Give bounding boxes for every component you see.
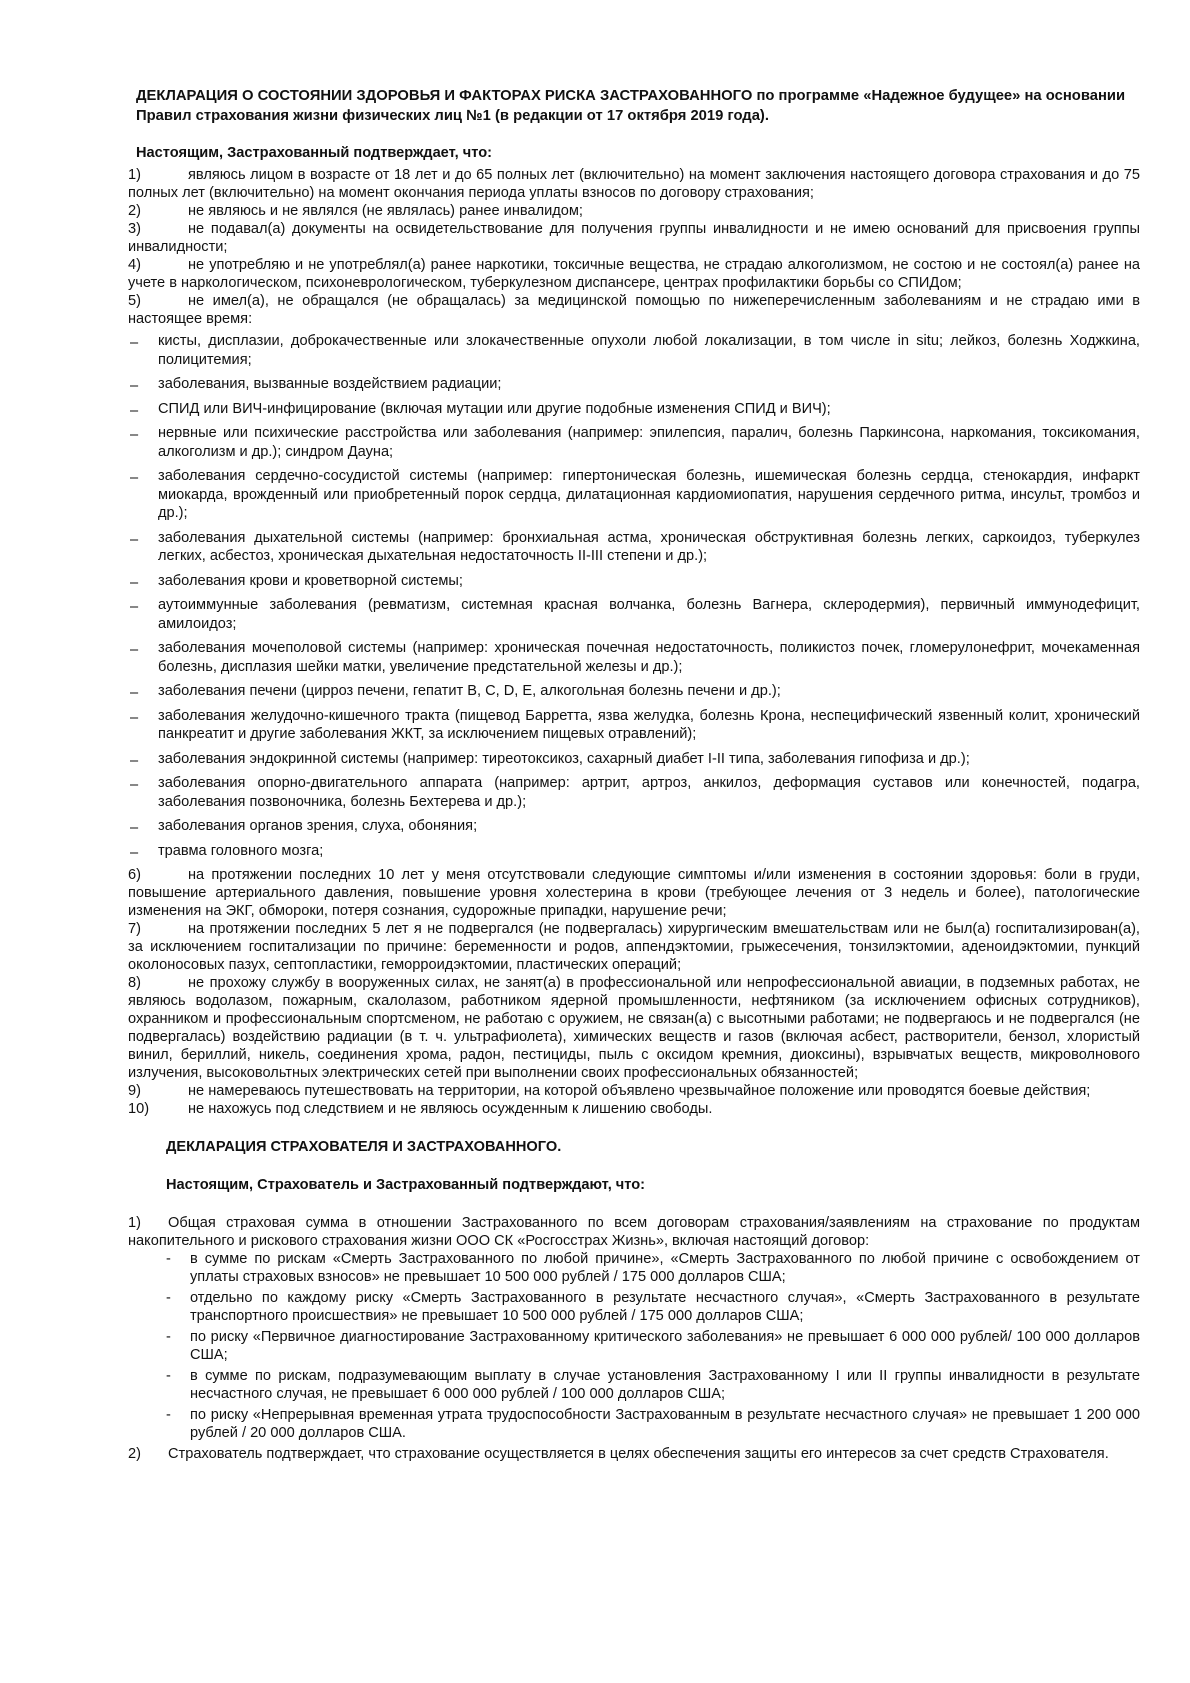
policyholder-confirms-lead: Настоящим, Страхователь и Застрахованный подтверждают, что: (166, 1177, 646, 1193)
declaration-item: 3) не подавал(а) документы на освидетельствование для получения группы инвалидности и не имею оснований для присвоения группы инвалидности; (128, 221, 1140, 255)
disease-list-item: – кисты, дисплазии, доброкачественные или злокачественные опухоли любой локализации, в том числе in situ; лейкоз, болезнь Ходжкина, полицитемия; (130, 333, 1140, 368)
dash-bullet-icon: – (130, 599, 139, 615)
policyholder-declaration-items (128, 1214, 1140, 1463)
health-declaration-title: ДЕКЛАРАЦИЯ О СОСТОЯНИИ ЗДОРОВЬЯ И ФАКТОРАХ РИСКА ЗАСТРАХОВАННОГО по программе «Надежное будущее» на основании Правил страхования жизни физических лиц №1 (в редакции от 17 октября 2019 года). (136, 88, 1126, 124)
dash-bullet-icon: – (130, 820, 139, 836)
disease-list-item: – заболевания печени (цирроз печени, гепатит B, C, D, E, алкогольная болезнь печени и др.); (130, 683, 781, 701)
dash-bullet-icon: - (166, 1407, 171, 1423)
declaration-item: 2) Страхователь подтверждает, что страхование осуществляется в целях обеспечения защиты его интересов за счет средств Страхователя. (128, 1446, 1109, 1462)
dash-bullet-icon: - (166, 1251, 171, 1267)
sum-limits-list (128, 1250, 1140, 1442)
dash-bullet-icon: – (130, 685, 139, 701)
dash-bullet-icon: – (130, 574, 139, 591)
insured-confirms-lead: Настоящим, Застрахованный подтверждает, что: (136, 145, 492, 161)
disease-list-item: – СПИД или ВИЧ-инфицирование (включая мутации или другие подобные изменения СПИД и ВИЧ); (130, 400, 831, 419)
dash-bullet-icon: – (130, 531, 139, 548)
sum-limit-item: - в сумме по рискам, подразумевающим выплату в случае установления Застрахованному I или II группы инвалидности в результате несчастного случая, не превышает 6 000 000 рублей / 100 000 долларов США; (166, 1368, 1140, 1402)
dash-bullet-icon: - (166, 1329, 171, 1345)
dash-bullet-icon: – (130, 642, 139, 658)
declaration-item: 9) не намереваюсь путешествовать на территории, на которой объявлено чрезвычайное положение или проводятся боевые действия; (128, 1083, 1091, 1099)
dash-bullet-icon: – (130, 335, 139, 351)
disease-list-item: – заболевания опорно-двигательного аппарата (например: артрит, артроз, анкилоз, деформация суставов или конечностей, подагра, заболевания позвоночника, болезнь Бехтерева и др.); (130, 775, 1140, 810)
declaration-item: 1) являюсь лицом в возрасте от 18 лет и до 65 полных лет (включительно) на момент заключения настоящего договора страхования и до 75 полных лет (включительно) на момент окончания периода уплаты взносов по договору страхования; (128, 167, 1140, 201)
sum-limit-item: - в сумме по рискам «Смерть Застрахованного по любой причине», «Смерть Застрахованного по любой причине с освобождением от уплаты страховых взносов» не превышает 10 500 000 рублей / 175 000 долларов США; (166, 1251, 1140, 1285)
health-declaration-items-continued (128, 866, 1140, 1118)
dash-bullet-icon: – (130, 777, 139, 793)
disease-list-item: – заболевания дыхательной системы (например: бронхиальная астма, хроническая обструктивная болезнь легких, саркоидоз, туберкулез легких, асбестоз, хроническая дыхательная недостаточность II-III степени и др.); (130, 529, 1140, 564)
disease-list-item: – нервные или психические расстройства или заболевания (например: эпилепсия, паралич, болезнь Паркинсона, наркомания, токсикомания, алкоголизм и др.); синдром Дауна; (130, 425, 1140, 460)
sum-limit-item: - по риску «Первичное диагностирование Застрахованному критического заболевания» не превышает 6 000 000 рублей/ 100 000 долларов США; (166, 1329, 1140, 1363)
dash-bullet-icon: - (166, 1368, 171, 1384)
dash-bullet-icon: – (130, 709, 139, 726)
sum-limit-item: - по риску «Непрерывная временная утрата трудоспособности Застрахованным в результате несчастного случая» не превышает 1 200 000 рублей / 20 000 долларов США. (166, 1407, 1140, 1441)
disease-list-item: – аутоиммунные заболевания (ревматизм, системная красная волчанка, болезнь Вагнера, склеродермия), первичный иммунодефицит, амилоидоз; (130, 597, 1140, 632)
dash-bullet-icon: – (130, 378, 139, 394)
dash-bullet-icon: – (130, 470, 139, 486)
disease-list (128, 332, 1140, 860)
declaration-item: 4) не употребляю и не употреблял(а) ранее наркотики, токсичные вещества, не страдаю алкоголизмом, не состою и не состоял(а) ранее на учете в наркологическом, психоневрологическом, туберкулезном диспансере, центрах профилактики борьбы со СПИДом; (128, 257, 1140, 291)
declaration-item: 2) не являюсь и не являлся (не являлась) ранее инвалидом; (128, 203, 583, 219)
declaration-item: 1) Общая страховая сумма в отношении Застрахованного по всем договорам страхования/заявлениям на страхование по продуктам накопительного и рискового страхования жизни ООО СК «Росгосстрах Жизнь», включая настоящий договор: (128, 1215, 1140, 1249)
dash-bullet-icon: - (166, 1290, 171, 1306)
sum-limit-item: - отдельно по каждому риску «Смерть Застрахованного в результате несчастного случая», «Смерть Застрахованного в результате транспортного происшествия» не превышает 10 500 000 рублей / 175 000 долларов США; (166, 1290, 1140, 1324)
disease-list-item: – заболевания, вызванные воздействием радиации; (130, 376, 502, 394)
disease-list-item: – заболевания сердечно-сосудистой системы (например: гипертоническая болезнь, ишемическая болезнь сердца, стенокардия, инфаркт миокарда, врожденный или приобретенный порок сердца, дилатационная кардиомиопатия, нарушения сердечного ритма, инсульт, тромбоз и др.); (130, 468, 1140, 521)
dash-bullet-icon: – (130, 402, 139, 419)
dash-bullet-icon: – (130, 752, 139, 769)
disease-list-item: – заболевания крови и кроветворной системы; (130, 572, 463, 591)
declaration-item: 5) не имел(а), не обращался (не обращалась) за медицинской помощью по нижеперечисленным заболеваниям и не страдаю ими в настоящее время: (128, 293, 1140, 327)
declaration-item: 10) не нахожусь под следствием и не являюсь осужденным к лишению свободы. (128, 1101, 713, 1117)
document-page (128, 86, 1140, 1463)
declaration-item: 8) не прохожу службу в вооруженных силах, не занят(а) в профессиональной или непрофессиональной авиации, в подземных работах, не являюсь водолазом, пожарным, скалолазом, работником ядерной промышленности, нефтяником (за исключением офисных сотрудников), охранником и профессиональным спортсменом, не работаю с оружием, не связан(а) с высотными работами; не подвергаюсь и не подвергался (не подвергалась) воздействию радиации (в т. ч. ультрафиолета), химических веществ и газов (включая асбест, растворители, бензол, хлористый винил, бериллий, никель, соединения хрома, радон, пестициды, пыль с оксидом кремния, диоксины), взрывчатых веществ, микроволнового излучения, высоковольтных электрических сетей при выполнении своих профессиональных обязанностей; (128, 975, 1140, 1081)
declaration-item: 6) на протяжении последних 10 лет у меня отсутствовали следующие симптомы и/или изменения в состоянии здоровья: боли в груди, повышение артериального давления, повышение уровня холестерина в крови (требующее лечения от 3 недель и более), патологические изменения на ЭКГ, обмороки, потеря сознания, судорожные припадки, нарушение речи; (128, 867, 1140, 919)
dash-bullet-icon: – (130, 427, 139, 443)
policyholder-declaration-title: ДЕКЛАРАЦИЯ СТРАХОВАТЕЛЯ И ЗАСТРАХОВАННОГО. (166, 1139, 562, 1155)
disease-list-item: – травма головного мозга; (130, 842, 324, 861)
disease-list-item: – заболевания органов зрения, слуха, обоняния; (130, 818, 478, 836)
dash-bullet-icon: – (130, 844, 139, 861)
disease-list-item: – заболевания эндокринной системы (например: тиреотоксикоз, сахарный диабет I-II типа, заболевания гипофиза и др.); (130, 750, 970, 769)
disease-list-item: – заболевания мочеполовой системы (например: хроническая почечная недостаточность, поликистоз почек, гломерулонефрит, мочекаменная болезнь, дисплазия шейки матки, увеличение предстательной железы и др.); (130, 640, 1140, 675)
health-declaration-items (128, 166, 1140, 328)
disease-list-item: – заболевания желудочно-кишечного тракта (пищевод Барретта, язва желудка, болезнь Крона, неспецифический язвенный колит, хронический панкреатит и другие заболевания ЖКТ, за исключением пищевых отравлений); (130, 707, 1140, 742)
declaration-item: 7) на протяжении последних 5 лет я не подвергался (не подвергалась) хирургическим вмешательствам или не был(а) госпитализирован(а), за исключением госпитализации по причине: беременности и родов, аппендэктомии, грыжесечения, тонзилэктомии, аденоидэктомии, пункций околоносовых пазух, септопластики, геморроидэктомии, пластических операций; (128, 921, 1140, 973)
